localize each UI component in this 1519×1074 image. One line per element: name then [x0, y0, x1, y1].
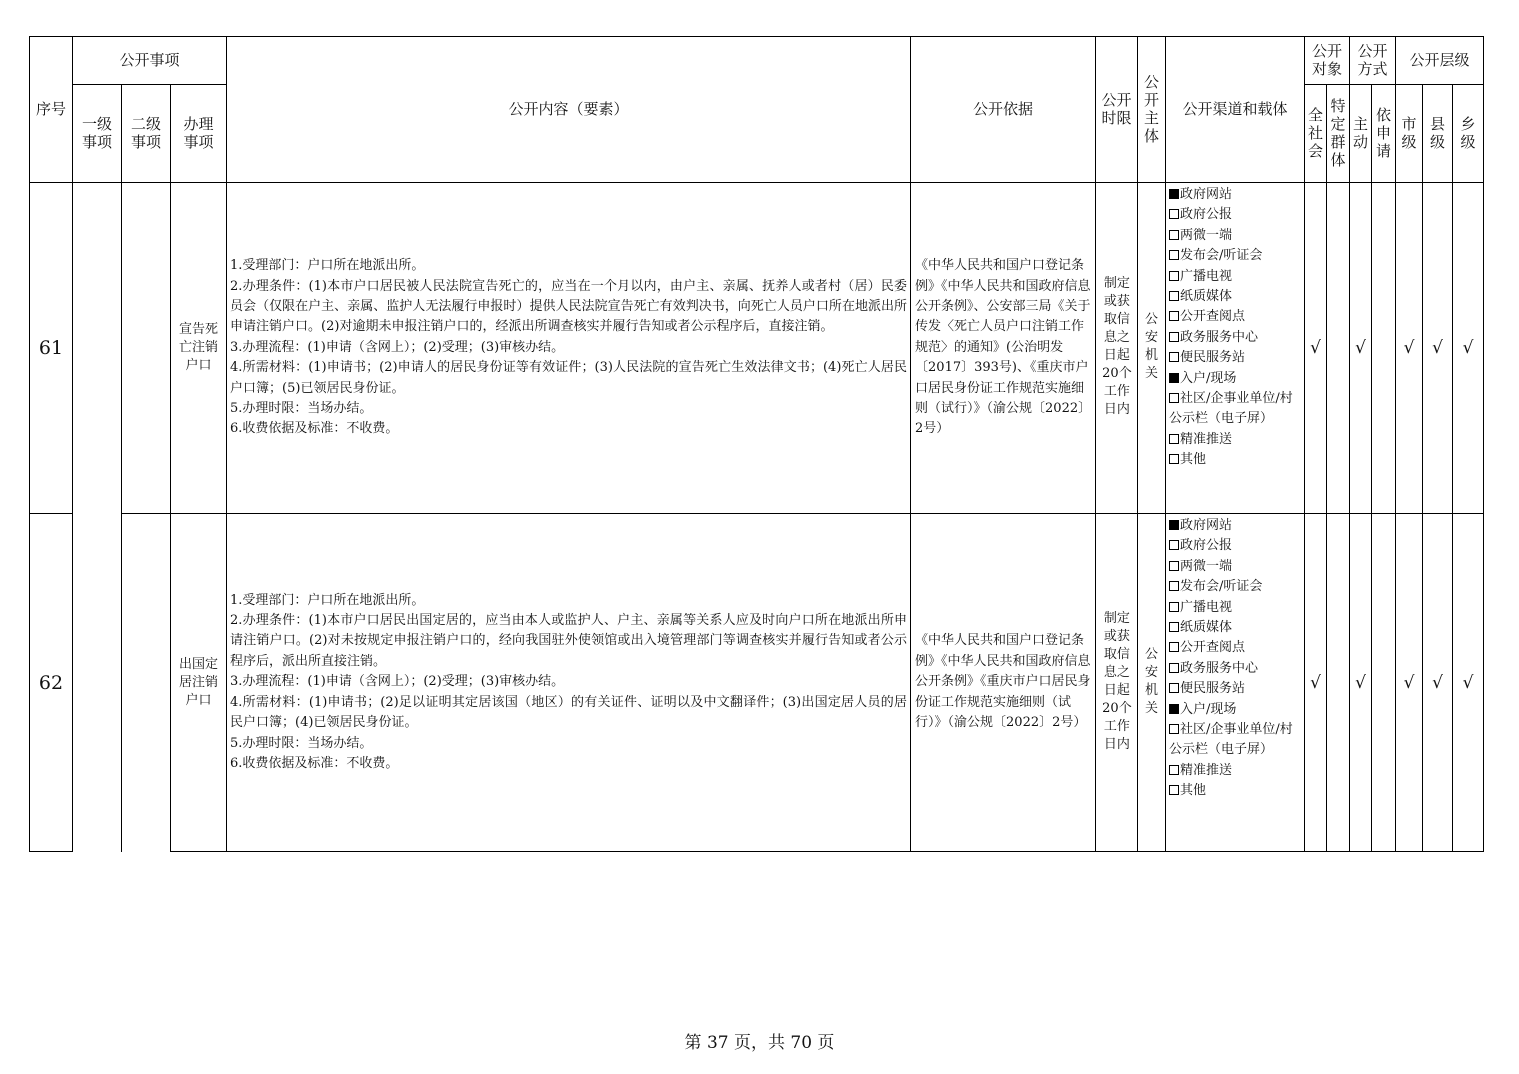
- mark-target-all: √: [1305, 514, 1327, 852]
- mark-method-request: [1372, 514, 1396, 852]
- row-time-limit: 制定或获取信息之日起20个工作日内: [1096, 183, 1138, 514]
- table-row: [30, 183, 1484, 514]
- channel-item: 两微一端: [1169, 557, 1301, 577]
- mark-level-county: √: [1423, 183, 1453, 514]
- row-channels: [1166, 183, 1305, 514]
- mark-level-city: √: [1396, 514, 1423, 852]
- header-level-county: 县级: [1423, 85, 1453, 183]
- checkbox-empty-icon: [1169, 393, 1179, 403]
- checkbox-empty-icon: [1169, 291, 1179, 301]
- header-level2: 二级事项: [122, 85, 171, 183]
- channel-item: 广播电视: [1169, 598, 1301, 618]
- row-handling: 出国定居注销户口: [171, 514, 227, 852]
- mark-target-specific: [1327, 183, 1350, 514]
- checkbox-empty-icon: [1169, 454, 1179, 464]
- mark-target-all: √: [1305, 183, 1327, 514]
- channel-item: 精准推送: [1169, 761, 1301, 781]
- checkbox-empty-icon: [1169, 540, 1179, 550]
- checkbox-empty-icon: [1169, 785, 1179, 795]
- row-content: 1.受理部门：户口所在地派出所。 2.办理条件：(1)本市户口居民被人民法院宣告死亡的，应当在一个月以内，由户主、亲属、抚养人或者村（居）民委员会（仅限在户主、亲属、监护人无法履行申报时）提供人民法院宣告死亡有效判决书，向死亡人员户口所在地派出所申请注销户口。(2)对逾期未申报注销户口的，经派出所调查核实并履行告知或者公示程序后，直接注销。 3.办理流程：(1)申请（含网上）；(2)受理；(3)审核办结。 4.所需材料：(1)申请书；(2)申请人的居民身份证等有效证件；(3)人民法院的宣告死亡生效法律文书；(4)死亡人居民户口簿；(5)已领居民身份证。 5.办理时限：当场办结。 6.收费依据及标准：不收费。: [227, 183, 911, 514]
- row-handling: 宣告死亡注销户口: [171, 183, 227, 514]
- mark-method-active: √: [1350, 183, 1372, 514]
- mark-target-specific: [1327, 514, 1350, 852]
- channel-item: 发布会/听证会: [1169, 246, 1301, 266]
- channel-item: 社区/企事业单位/村公示栏（电子屏）: [1169, 391, 1293, 427]
- row-channels: [1166, 514, 1305, 852]
- channel-item: 其他: [1169, 781, 1301, 801]
- channel-item: 政务服务中心: [1169, 659, 1301, 679]
- channel-item: 政府网站: [1169, 185, 1301, 205]
- header-channels: 公开渠道和载体: [1166, 37, 1305, 183]
- row-level1-cell: [73, 183, 122, 852]
- checkbox-empty-icon: [1169, 663, 1179, 673]
- checkbox-checked-icon: [1169, 704, 1179, 714]
- channel-item: 政府公报: [1169, 536, 1301, 556]
- header-level1: 一级事项: [73, 85, 122, 183]
- checkbox-empty-icon: [1169, 683, 1179, 693]
- channel-item: 两微一端: [1169, 226, 1301, 246]
- header-time-limit: 公开时限: [1096, 37, 1138, 183]
- checkbox-checked-icon: [1169, 373, 1179, 383]
- header-basis: 公开依据: [911, 37, 1096, 183]
- checkbox-empty-icon: [1169, 724, 1179, 734]
- row-content: 1.受理部门：户口所在地派出所。 2.办理条件：(1)本市户口居民出国定居的，应当由本人或监护人、户主、亲属等关系人应及时向户口所在地派出所申请注销户口。(2)对未按规定申报注销户口的，经向我国驻外使领馆或出入境管理部门等调查核实并履行告知或者公示程序后，派出所直接注销。 3.办理流程：(1)申请（含网上）；(2)受理；(3)审核办结。 4.所需材料：(1)申请书；(2)足以证明其定居该国（地区）的有关证件、证明以及中文翻译件；(3)出国定居人员的居民户口簿；(4)已领居民身份证。 5.办理时限：当场办结。 6.收费依据及标准：不收费。: [227, 514, 911, 852]
- header-target-all: 全社会: [1305, 85, 1327, 183]
- channel-item: 政府网站: [1169, 516, 1301, 536]
- channel-item: 公开查阅点: [1169, 638, 1301, 658]
- mark-method-request: [1372, 183, 1396, 514]
- table-row: [30, 514, 1484, 852]
- header-target: 公开对象: [1305, 37, 1350, 85]
- mark-level-township: √: [1453, 514, 1484, 852]
- checkbox-empty-icon: [1169, 561, 1179, 571]
- checkbox-empty-icon: [1169, 250, 1179, 260]
- checkbox-empty-icon: [1169, 602, 1179, 612]
- checkbox-empty-icon: [1169, 434, 1179, 444]
- page-footer: 第 37 页，共 70 页: [684, 1033, 835, 1053]
- channel-item: 便民服务站: [1169, 679, 1301, 699]
- channel-item: 发布会/听证会: [1169, 577, 1301, 597]
- header-level-township: 乡级: [1453, 85, 1484, 183]
- channel-item: 纸质媒体: [1169, 287, 1301, 307]
- row-subject: 公安机关: [1138, 514, 1166, 852]
- mark-level-county: √: [1423, 514, 1453, 852]
- header-method-request: 依申请: [1372, 85, 1396, 183]
- checkbox-empty-icon: [1169, 622, 1179, 632]
- header-matters: 公开事项: [73, 37, 227, 85]
- channel-item: 便民服务站: [1169, 348, 1301, 368]
- header-method-active: 主动: [1350, 85, 1372, 183]
- row-subject: 公安机关: [1138, 183, 1166, 514]
- header-level-city: 市级: [1396, 85, 1423, 183]
- checkbox-checked-icon: [1169, 189, 1179, 199]
- channel-item: 纸质媒体: [1169, 618, 1301, 638]
- row-basis: 《中华人民共和国户口登记条例》《中华人民共和国政府信息公开条例》《重庆市户口居民身份证工作规范实施细则（试行）》（渝公规〔2022〕2号）: [911, 514, 1096, 852]
- channel-item: 精准推送: [1169, 430, 1301, 450]
- header-target-specific: 特定群体: [1327, 85, 1350, 183]
- checkbox-empty-icon: [1169, 581, 1179, 591]
- header-handling: 办理事项: [171, 85, 227, 183]
- checkbox-empty-icon: [1169, 311, 1179, 321]
- channel-item: 政府公报: [1169, 205, 1301, 225]
- disclosure-table: [29, 36, 1484, 852]
- row-basis: 《中华人民共和国户口登记条例》《中华人民共和国政府信息公开条例》、公安部三局《关于传发〈死亡人员户口注销工作规范〉的通知》(公治明发〔2017〕393号)、《重庆市户口居民身份证工作规范实施细则（试行）》（渝公规〔2022〕2号）: [911, 183, 1096, 514]
- mark-level-city: √: [1396, 183, 1423, 514]
- checkbox-empty-icon: [1169, 642, 1179, 652]
- channel-item: 政务服务中心: [1169, 328, 1301, 348]
- checkbox-checked-icon: [1169, 520, 1179, 530]
- row-seq: 61: [30, 183, 73, 514]
- mark-method-active: √: [1350, 514, 1372, 852]
- header-seq: 序号: [30, 37, 73, 183]
- row-level2-cell: [122, 514, 171, 852]
- header-content: 公开内容（要素）: [227, 37, 911, 183]
- channel-item: 入户/现场: [1169, 700, 1301, 720]
- checkbox-empty-icon: [1169, 271, 1179, 281]
- checkbox-empty-icon: [1169, 209, 1179, 219]
- row-time-limit: 制定或获取信息之日起20个工作日内: [1096, 514, 1138, 852]
- channel-item: 入户/现场: [1169, 369, 1301, 389]
- checkbox-empty-icon: [1169, 230, 1179, 240]
- channel-item: 广播电视: [1169, 267, 1301, 287]
- checkbox-empty-icon: [1169, 352, 1179, 362]
- header-subject: 公开主体: [1138, 37, 1166, 183]
- row-seq: 62: [30, 514, 73, 852]
- header-method: 公开方式: [1350, 37, 1396, 85]
- channel-item: 社区/企事业单位/村公示栏（电子屏）: [1169, 722, 1293, 758]
- channel-item: 其他: [1169, 450, 1301, 470]
- row-level2-cell: [122, 183, 171, 514]
- channel-item: 公开查阅点: [1169, 307, 1301, 327]
- checkbox-empty-icon: [1169, 332, 1179, 342]
- checkbox-empty-icon: [1169, 765, 1179, 775]
- header-level: 公开层级: [1396, 37, 1484, 85]
- mark-level-township: √: [1453, 183, 1484, 514]
